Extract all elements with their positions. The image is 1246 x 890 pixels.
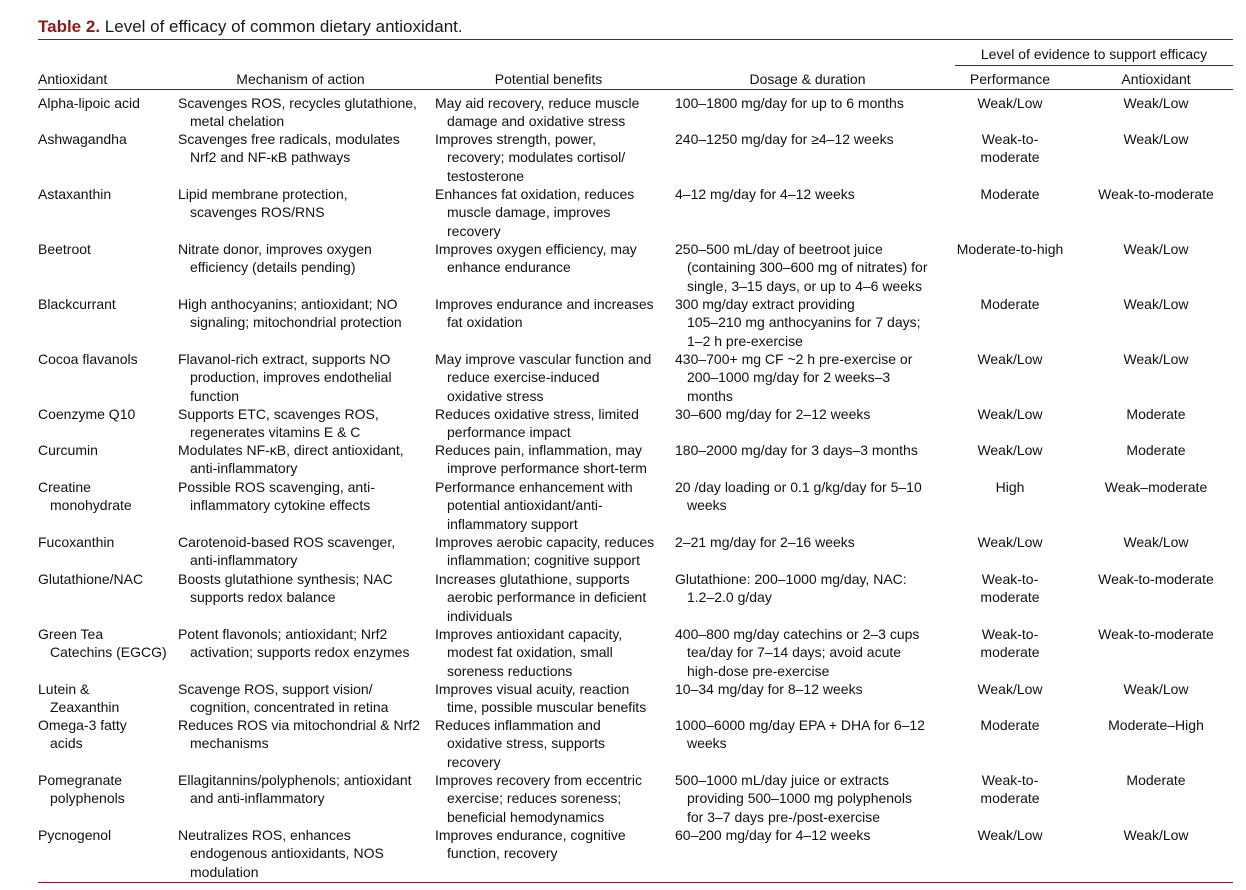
cell-dosage: 105–210 mg anthocyanins for 7 days; [687,314,921,331]
cell-benefits: individuals [447,607,513,624]
cell-dosage: 10–34 mg/day for 8–12 weeks [675,681,863,697]
cell-dosage: 1.2–2.0 g/day [687,589,772,606]
cell-antioxidant: Blackcurrant [38,296,116,312]
cell-performance: Weak/Low [977,351,1043,367]
cell-benefits: exercise; reduces soreness; [447,790,622,807]
cell-dosage: 240–1250 mg/day for ≥4–12 weeks [675,131,894,147]
cell-mechanism: and anti-inflammatory [190,790,325,807]
cell-antioxidant-evidence: Weak/Low [1123,351,1189,367]
cell-mechanism: inflammatory cytokine effects [190,497,371,514]
cell-benefits: damage and oxidative stress [447,113,626,130]
cell-benefits: performance impact [447,424,571,441]
cell-antioxidant: Lutein & [38,681,90,697]
cell-performance: Weak-to- [981,131,1039,147]
cell-mechanism: Ellagitannins/polyphenols; antioxidant [178,772,412,788]
cell-benefits: soreness reductions [447,662,573,679]
cell-mechanism: Scavenge ROS, support vision/ [178,681,373,697]
cell-mechanism: modulation [190,863,259,880]
cell-benefits: time, possible muscular benefits [447,699,647,716]
cell-dosage: weeks [687,497,727,514]
cell-mechanism: supports redox balance [190,589,336,606]
cell-antioxidant-evidence: Weak/Low [1123,95,1189,111]
cell-mechanism: efficiency (details pending) [190,259,356,276]
cell-antioxidant: Cocoa flavanols [38,351,138,367]
cell-antioxidant: Creatine [38,479,91,495]
cell-benefits: Improves antioxidant capacity, [435,626,623,642]
cell-benefits: Improves aerobic capacity, reduces [435,534,655,550]
cell-benefits: function, recovery [447,845,558,862]
cell-dosage: 250–500 mL/day of beetroot juice [675,241,883,257]
cell-performance: Moderate [980,186,1040,202]
cell-antioxidant: Pycnogenol [38,827,112,843]
cell-benefits: modest fat oxidation, small [447,644,613,661]
cell-mechanism: Neutralizes ROS, enhances [178,827,351,843]
cell-benefits: enhance endurance [447,259,571,276]
cell-antioxidant-evidence: Moderate [1126,406,1186,422]
cell-benefits: recovery [447,222,501,239]
cell-benefits: potential antioxidant/anti- [447,497,603,514]
cell-mechanism: Reduces ROS via mitochondrial & Nrf2 [178,717,420,733]
cell-benefits: Enhances fat oxidation, reduces [435,186,635,202]
cell-performance: Weak/Low [977,95,1043,111]
cell-benefits: May aid recovery, reduce muscle [435,95,640,111]
cell-dosage: providing 500–1000 mg polyphenols [687,790,912,807]
cell-performance: moderate [980,589,1040,606]
cell-benefits: inflammation; cognitive support [447,552,640,569]
cell-dosage: Glutathione: 200–1000 mg/day, NAC: [675,571,907,587]
cell-antioxidant-evidence: Weak/Low [1123,296,1189,312]
cell-antioxidant: Ashwagandha [38,131,127,147]
cell-benefits: beneficial hemodynamics [447,808,605,825]
cell-mechanism: activation; supports redox enzymes [190,644,410,661]
cell-dosage: single, 3–15 days, or up to 4–6 weeks [687,277,923,294]
col-header-performance: Performance [969,71,1051,87]
cell-benefits: recovery; modulates cortisol/ [447,149,626,166]
cell-performance: moderate [980,644,1040,661]
cell-dosage: 100–1800 mg/day for up to 6 months [675,95,904,111]
cell-dosage: 200–1000 mg/day for 2 weeks–3 [687,369,891,386]
cell-antioxidant: polyphenols [50,790,125,807]
cell-benefits: testosterone [447,167,525,184]
cell-benefits: Reduces inflammation and [435,717,601,733]
col-header-dosage: Dosage & duration [749,71,866,87]
cell-antioxidant-evidence: Weak-to-moderate [1098,186,1214,202]
col-header-antioxidant: Antioxidant [38,71,108,87]
cell-performance: moderate [980,149,1040,166]
cell-performance: Moderate [980,296,1040,312]
cell-mechanism: High anthocyanins; antioxidant; NO [178,296,398,312]
cell-performance: Moderate [980,717,1040,733]
cell-mechanism: Nrf2 and NF-κB pathways [190,149,351,166]
cell-antioxidant-evidence: Weak/Low [1123,241,1189,257]
cell-dosage: 2–21 mg/day for 2–16 weeks [675,534,855,550]
cell-mechanism: anti-inflammatory [190,460,298,477]
cell-benefits: Improves oxygen efficiency, may [435,241,637,257]
cell-antioxidant: Beetroot [38,241,91,257]
cell-dosage: tea/day for 7–14 days; avoid acute [687,644,902,661]
cell-antioxidant-evidence: Weak-to-moderate [1098,571,1214,587]
cell-antioxidant: Curcumin [38,442,98,458]
cell-benefits: oxidative stress [447,387,544,404]
cell-mechanism: anti-inflammatory [190,552,298,569]
cell-benefits: fat oxidation [447,314,523,331]
cell-performance: Weak/Low [977,406,1043,422]
cell-benefits: aerobic performance in deficient [447,589,647,606]
cell-performance: Weak-to- [981,772,1039,788]
cell-antioxidant-evidence: Moderate–High [1108,717,1204,733]
cell-mechanism: function [190,387,240,404]
cell-performance: Weak-to- [981,571,1039,587]
cell-dosage: months [687,387,733,404]
cell-mechanism: Boosts glutathione synthesis; NAC [178,571,393,587]
cell-mechanism: mechanisms [190,735,269,752]
cell-benefits: Performance enhancement with [435,479,633,495]
cell-mechanism: scavenges ROS/RNS [190,204,325,221]
cell-benefits: Reduces pain, inflammation, may [435,442,642,458]
cell-antioxidant-evidence: Moderate [1126,442,1186,458]
cell-mechanism: endogenous antioxidants, NOS [190,845,384,862]
cell-dosage: 300 mg/day extract providing [675,296,855,312]
cell-performance: Weak/Low [977,681,1043,697]
col-header-mechanism: Mechanism of action [236,71,365,87]
cell-dosage: 180–2000 mg/day for 3 days–3 months [675,442,918,458]
cell-performance: Weak-to- [981,626,1039,642]
cell-benefits: Improves endurance and increases [435,296,654,312]
cell-performance: Weak/Low [977,827,1043,843]
cell-mechanism: Scavenges ROS, recycles glutathione, [178,95,417,111]
cell-dosage: 500–1000 mL/day juice or extracts [675,772,890,788]
cell-dosage: high-dose pre-exercise [687,662,830,679]
col-header-benefits: Potential benefits [494,71,603,87]
cell-performance: Moderate-to-high [956,241,1064,257]
cell-antioxidant: Catechins (EGCG) [50,644,167,661]
col-header-antioxidant-evidence: Antioxidant [1121,71,1191,87]
cell-dosage: 430–700+ mg CF ~2 h pre-exercise or [675,351,913,367]
cell-mechanism: Scavenges free radicals, modulates [178,131,400,147]
cell-benefits: Reduces oxidative stress, limited [435,406,639,422]
cell-antioxidant-evidence: Weak/Low [1123,131,1189,147]
cell-dosage: 4–12 mg/day for 4–12 weeks [675,186,855,202]
cell-dosage: for 3–7 days pre-/post-exercise [687,808,880,825]
cell-mechanism: Potent flavonols; antioxidant; Nrf2 [178,626,388,642]
cell-benefits: inflammatory support [447,515,578,532]
cell-performance: High [995,479,1025,495]
cell-benefits: Improves endurance, cognitive [435,827,626,843]
cell-antioxidant: acids [50,735,83,752]
cell-dosage: 20 /day loading or 0.1 g/kg/day for 5–10 [675,479,922,495]
cell-mechanism: Flavanol-rich extract, supports NO [178,351,391,367]
cell-benefits: Improves recovery from eccentric [435,772,642,788]
cell-antioxidant: Pomegranate [38,772,123,788]
cell-antioxidant: Alpha-lipoic acid [38,95,140,111]
cell-antioxidant-evidence: Moderate [1126,772,1186,788]
cell-antioxidant: Fucoxanthin [38,534,115,550]
bottom-rule [38,882,1233,883]
table-label: Table 2. [38,17,101,36]
cell-benefits: Improves visual acuity, reaction [435,681,630,697]
table-title: Level of efficacy of common dietary antioxidant. [104,17,463,36]
cell-mechanism: regenerates vitamins E & C [190,424,361,441]
cell-mechanism: Possible ROS scavenging, anti- [178,479,375,495]
cell-dosage: 1000–6000 mg/day EPA + DHA for 6–12 [675,717,925,733]
cell-antioxidant: monohydrate [50,497,132,514]
cell-benefits: oxidative stress, supports [447,735,605,752]
cell-benefits: muscle damage, improves [447,204,611,221]
cell-mechanism: Lipid membrane protection, [178,186,348,202]
cell-antioxidant-evidence: Weak-to-moderate [1098,626,1214,642]
cell-dosage: 30–600 mg/day for 2–12 weeks [675,406,871,422]
cell-benefits: improve performance short-term [447,460,647,477]
cell-performance: Weak/Low [977,534,1043,550]
cell-mechanism: metal chelation [190,113,285,130]
cell-mechanism: signaling; mitochondrial protection [190,314,402,331]
cell-antioxidant-evidence: Weak/Low [1123,534,1189,550]
cell-performance: moderate [980,790,1040,807]
evidence-group-header: Level of evidence to support efficacy [980,46,1208,62]
cell-antioxidant-evidence: Weak–moderate [1104,479,1208,495]
cell-antioxidant: Coenzyme Q10 [38,406,136,422]
cell-dosage: 1–2 h pre-exercise [687,332,803,349]
cell-mechanism: Carotenoid-based ROS scavenger, [178,534,396,550]
cell-benefits: Increases glutathione, supports [435,571,630,587]
cell-antioxidant: Omega-3 fatty [38,717,127,733]
cell-dosage: 400–800 mg/day catechins or 2–3 cups [675,626,920,642]
cell-mechanism: production, improves endothelial [190,369,392,386]
cell-antioxidant: Green Tea [38,626,104,642]
cell-dosage: (containing 300–600 mg of nitrates) for [687,259,928,276]
cell-antioxidant: Astaxanthin [38,186,112,202]
cell-mechanism: cognition, concentrated in retina [190,699,389,716]
cell-antioxidant: Zeaxanthin [50,699,120,716]
cell-dosage: 60–200 mg/day for 4–12 weeks [675,827,871,843]
cell-benefits: Improves strength, power, [435,131,597,147]
cell-benefits: recovery [447,753,501,770]
cell-dosage: weeks [687,735,727,752]
cell-mechanism: Modulates NF-κB, direct antioxidant, [178,442,404,458]
cell-benefits: reduce exercise-induced [447,369,600,386]
cell-performance: Weak/Low [977,442,1043,458]
cell-antioxidant-evidence: Weak/Low [1123,827,1189,843]
cell-benefits: May improve vascular function and [435,351,652,367]
cell-antioxidant-evidence: Weak/Low [1123,681,1189,697]
cell-mechanism: Nitrate donor, improves oxygen [178,241,372,257]
cell-mechanism: Supports ETC, scavenges ROS, [178,406,379,422]
cell-antioxidant: Glutathione/NAC [38,571,144,587]
